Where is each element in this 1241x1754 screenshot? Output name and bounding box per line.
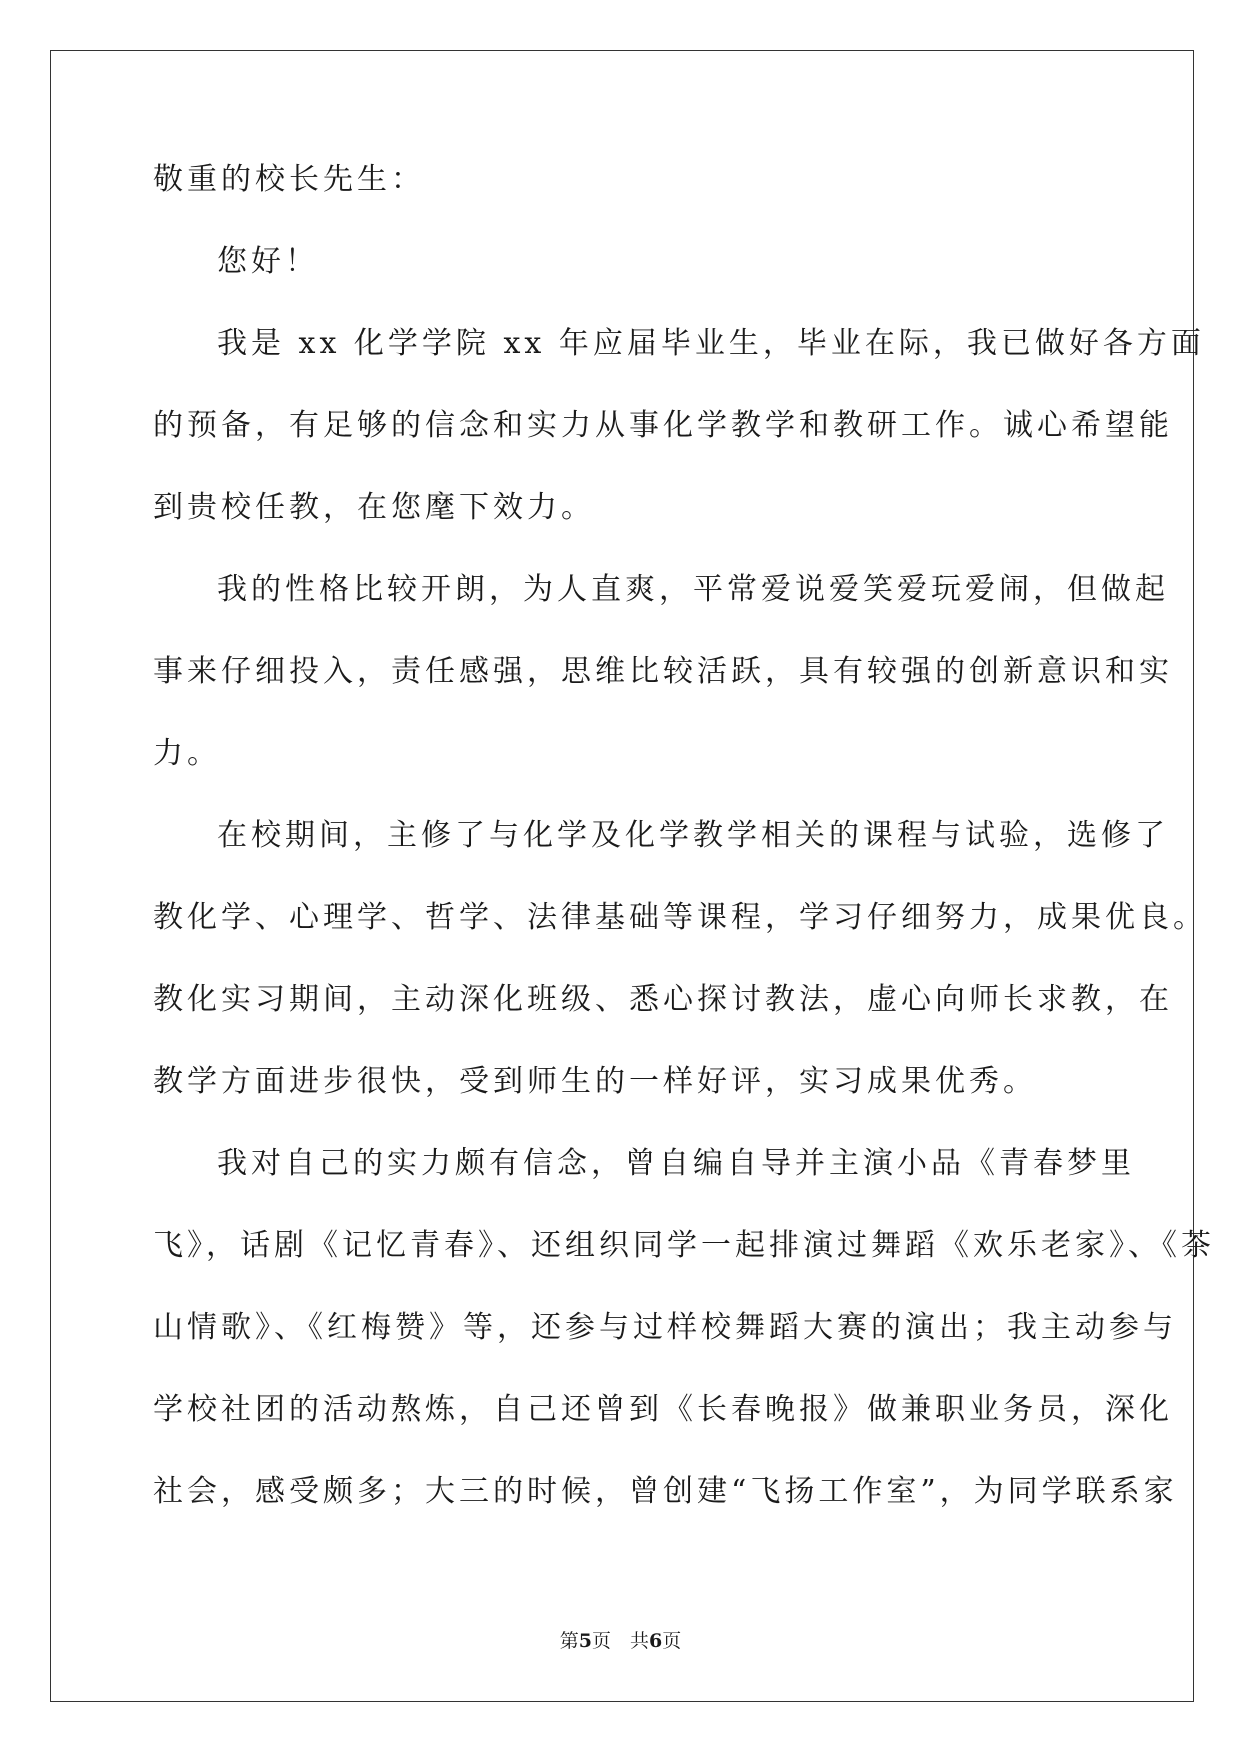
paragraph-line: 教化实习期间，主动深化班级、悉心探讨教法，虚心向师长求教，在 (153, 982, 1173, 1017)
paragraph-line: 山情歌》、《红梅赞》等，还参与过样校舞蹈大赛的演出；我主动参与 (153, 1310, 1177, 1345)
paragraph-line: 事来仔细投入，责任感强，思维比较活跃，具有较强的创新意识和实 (153, 654, 1173, 689)
total-page-number: 6 (649, 1630, 663, 1652)
paragraph-line: 在校期间，主修了与化学及化学教学相关的课程与试验，选修了 (217, 818, 1169, 853)
letter-body (153, 162, 1215, 1559)
paragraph-line: 我对自己的实力颇有信念，曾自编自导并主演小品《青春梦里 (217, 1146, 1135, 1181)
page-mid: 页 共 (591, 1630, 649, 1652)
greeting: 您好！ (217, 244, 319, 279)
paragraph-line: 社会，感受颇多；大三的时候，曾创建“飞扬工作室”，为同学联系家 (153, 1474, 1178, 1509)
page-suffix: 页 (662, 1630, 682, 1652)
paragraph-line: 我的性格比较开朗，为人直爽，平常爱说爱笑爱玩爱闹，但做起 (217, 572, 1169, 607)
paragraph-line: 教化学、心理学、哲学、法律基础等课程，学习仔细努力，成果优良。 (153, 900, 1207, 935)
paragraph-line: 我是 xx 化学学院 xx 年应届毕业生，毕业在际，我已做好各方面 (217, 326, 1205, 361)
paragraph-line: 到贵校任教，在您麾下效力。 (153, 490, 595, 525)
paragraph-line: 的预备，有足够的信念和实力从事化学教学和教研工作。诚心希望能 (153, 408, 1173, 443)
paragraph-line: 力。 (153, 736, 221, 771)
salutation: 敬重的校长先生： (153, 162, 425, 197)
current-page-number: 5 (578, 1630, 592, 1652)
paragraph-line: 飞》，话剧《记忆青春》、还组织同学一起排演过舞蹈《欢乐老家》、《茶 (153, 1228, 1215, 1263)
paragraph-line: 学校社团的活动熬炼，自己还曾到《长春晚报》做兼职业务员，深化 (153, 1392, 1173, 1427)
page-prefix: 第 (559, 1630, 579, 1652)
page-footer (0, 1626, 1241, 1653)
paragraph-line: 教学方面进步很快，受到师生的一样好评，实习成果优秀。 (153, 1064, 1037, 1099)
